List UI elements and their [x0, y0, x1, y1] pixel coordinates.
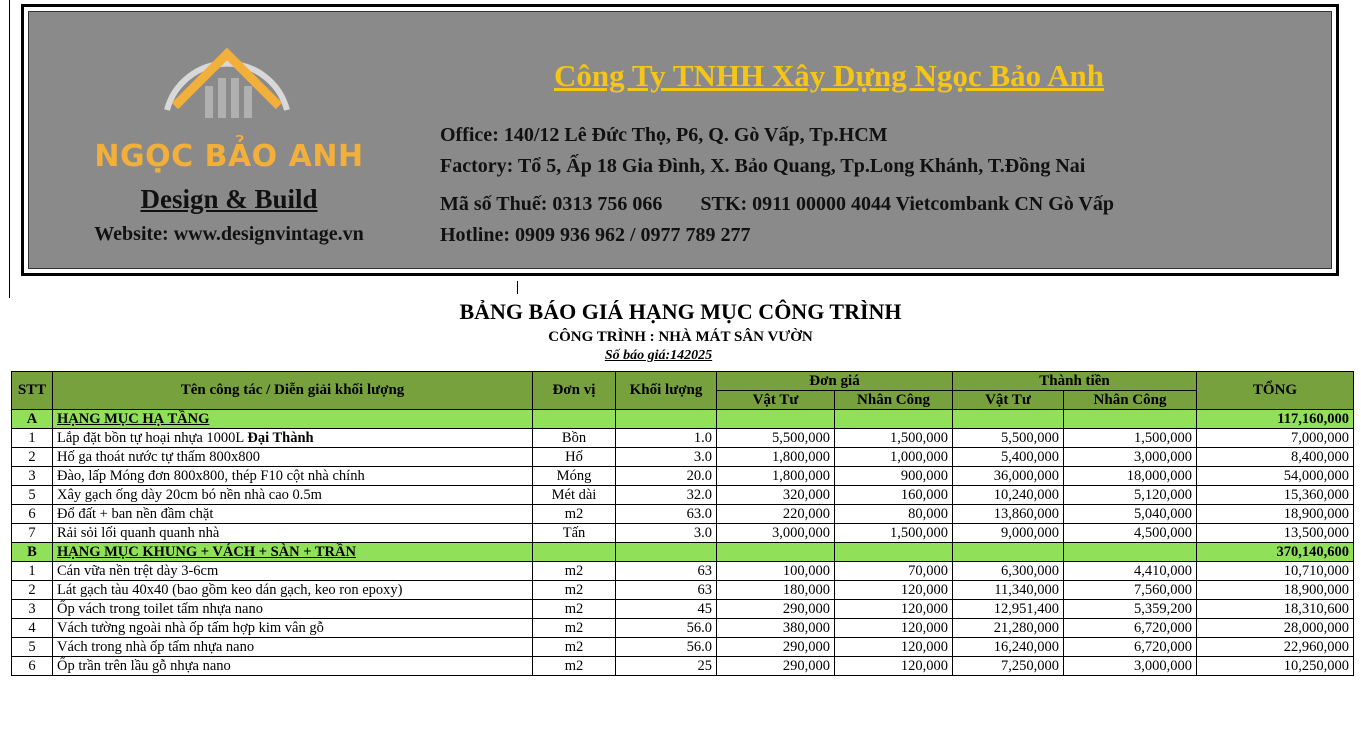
section-name: HẠNG MỤC HẠ TẦNG: [53, 410, 533, 429]
empty-cell: [533, 543, 616, 562]
section-total: 370,140,600: [1197, 543, 1354, 562]
bank-account: STK: 0911 00000 4044 Vietcombank CN Gò Vấp: [700, 193, 1114, 215]
col-unit: Đơn vị: [533, 372, 616, 410]
empty-cell: [717, 543, 835, 562]
section-row: [12, 410, 1354, 429]
row-unit: m2: [533, 638, 616, 657]
row-total: 18,900,000: [1197, 581, 1354, 600]
section-code: A: [12, 410, 53, 429]
row-unit: Tấn: [533, 524, 616, 543]
row-name-text: Lắp đặt bồn tự hoại nhựa 1000L: [57, 429, 248, 446]
row-qty: 63: [616, 562, 717, 581]
row-stt: 4: [12, 619, 53, 638]
row-labor-amount: 5,120,000: [1064, 486, 1197, 505]
col-qty: Khối lượng: [616, 372, 717, 410]
row-name-text: Vách trong nhà ốp tấm nhựa nano: [57, 638, 255, 655]
row-stt: 2: [12, 581, 53, 600]
table-body: [12, 410, 1354, 676]
row-labor-price: 900,000: [835, 467, 953, 486]
row-unit: m2: [533, 562, 616, 581]
table-row: [12, 600, 1354, 619]
row-total: 54,000,000: [1197, 467, 1354, 486]
table-row: [12, 486, 1354, 505]
row-labor-amount: 3,000,000: [1064, 657, 1197, 676]
row-total: 18,310,600: [1197, 600, 1354, 619]
section-row: [12, 543, 1354, 562]
hotline: Hotline: 0909 936 962 / 0977 789 277: [440, 224, 751, 246]
row-material-amount: 9,000,000: [953, 524, 1064, 543]
row-labor-price: 120,000: [835, 581, 953, 600]
row-total: 13,500,000: [1197, 524, 1354, 543]
row-qty: 32.0: [616, 486, 717, 505]
row-total: 10,710,000: [1197, 562, 1354, 581]
col-labor-amount: Nhân Công: [1064, 391, 1197, 410]
row-material-price: 380,000: [717, 619, 835, 638]
section-code: B: [12, 543, 53, 562]
col-unit-price: Đơn giá: [717, 372, 953, 391]
row-material-price: 3,000,000: [717, 524, 835, 543]
row-material-amount: 6,300,000: [953, 562, 1064, 581]
company-logo: [29, 12, 429, 272]
empty-cell: [953, 543, 1064, 562]
tax-bank-line: [440, 193, 1114, 216]
row-stt: 2: [12, 448, 53, 467]
row-name-text: Cán vữa nền trệt dày 3-6cm: [57, 562, 219, 579]
row-material-amount: 16,240,000: [953, 638, 1064, 657]
sheet-edge-line: [9, 0, 10, 298]
row-labor-price: 120,000: [835, 657, 953, 676]
row-material-amount: 21,280,000: [953, 619, 1064, 638]
empty-cell: [835, 543, 953, 562]
row-qty: 20.0: [616, 467, 717, 486]
row-unit: Mét dài: [533, 486, 616, 505]
row-total: 18,900,000: [1197, 505, 1354, 524]
empty-cell: [616, 410, 717, 429]
empty-cell: [533, 410, 616, 429]
section-total: 117,160,000: [1197, 410, 1354, 429]
empty-cell: [1064, 410, 1197, 429]
empty-cell: [953, 410, 1064, 429]
factory-address: Factory: Tổ 5, Ấp 18 Gia Đình, X. Bảo Quang, Tp.Long Khánh, T.Đồng Nai: [440, 155, 1086, 177]
row-name-bold: Đại Thành: [247, 429, 314, 446]
empty-cell: [835, 410, 953, 429]
row-qty: 3.0: [616, 448, 717, 467]
row-qty: 3.0: [616, 524, 717, 543]
row-unit: m2: [533, 657, 616, 676]
row-material-price: 290,000: [717, 638, 835, 657]
col-amount: Thành tiền: [953, 372, 1197, 391]
row-labor-price: 70,000: [835, 562, 953, 581]
row-name-text: Đổ đất + ban nền đầm chặt: [57, 505, 214, 522]
row-material-price: 290,000: [717, 657, 835, 676]
row-name: [53, 638, 533, 657]
row-material-amount: 7,250,000: [953, 657, 1064, 676]
row-material-amount: 5,500,000: [953, 429, 1064, 448]
row-labor-price: 1,500,000: [835, 429, 953, 448]
row-stt: 7: [12, 524, 53, 543]
website-text: Website: www.designvintage.vn: [94, 223, 364, 245]
col-material-amount: Vật Tư: [953, 391, 1064, 410]
banner-background: [28, 11, 1332, 269]
row-unit: Bồn: [533, 429, 616, 448]
empty-cell: [717, 410, 835, 429]
tax-code: Mã số Thuế: 0313 756 066: [440, 193, 663, 215]
project-name: CÔNG TRÌNH : NHÀ MÁT SÂN VƯỜN: [548, 329, 813, 345]
row-name-text: Hố ga thoát nước tự thấm 800x800: [57, 448, 260, 465]
row-total: 10,250,000: [1197, 657, 1354, 676]
row-material-amount: 36,000,000: [953, 467, 1064, 486]
row-name: [53, 600, 533, 619]
row-material-amount: 13,860,000: [953, 505, 1064, 524]
table-header-row: [12, 372, 1354, 391]
row-labor-price: 160,000: [835, 486, 953, 505]
brand-name: NGỌC BẢO ANH: [94, 139, 364, 174]
row-stt: 5: [12, 638, 53, 657]
text-cursor: [517, 281, 518, 294]
row-qty: 1.0: [616, 429, 717, 448]
row-material-amount: 12,951,400: [953, 600, 1064, 619]
row-total: 7,000,000: [1197, 429, 1354, 448]
empty-cell: [1064, 543, 1197, 562]
quote-table: [11, 371, 1354, 676]
row-name-text: Ốp vách trong toilet tấm nhựa nano: [57, 600, 263, 617]
row-stt: 1: [12, 562, 53, 581]
table-row: [12, 638, 1354, 657]
table-row: [12, 657, 1354, 676]
row-name-text: Lát gạch tàu 40x40 (bao gồm keo dán gạch, keo ron epoxy): [57, 581, 403, 598]
row-material-amount: 11,340,000: [953, 581, 1064, 600]
row-labor-amount: 7,560,000: [1064, 581, 1197, 600]
col-material-price: Vật Tư: [717, 391, 835, 410]
row-labor-price: 120,000: [835, 619, 953, 638]
row-name: [53, 429, 533, 448]
row-name: [53, 486, 533, 505]
row-material-price: 100,000: [717, 562, 835, 581]
table-row: [12, 524, 1354, 543]
row-name: [53, 448, 533, 467]
row-material-price: 5,500,000: [717, 429, 835, 448]
company-name: Công Ty TNHH Xây Dựng Ngọc Bảo Anh: [554, 58, 1105, 93]
row-stt: 1: [12, 429, 53, 448]
row-labor-price: 1,000,000: [835, 448, 953, 467]
row-labor-amount: 6,720,000: [1064, 638, 1197, 657]
col-name: Tên công tác / Diễn giải khối lượng: [53, 372, 533, 410]
row-material-price: 220,000: [717, 505, 835, 524]
row-unit: m2: [533, 600, 616, 619]
row-name: [53, 467, 533, 486]
row-material-price: 290,000: [717, 600, 835, 619]
row-name: [53, 524, 533, 543]
office-address: Office: 140/12 Lê Đức Thọ, P6, Q. Gò Vấp, Tp.HCM: [440, 124, 888, 146]
row-labor-amount: 3,000,000: [1064, 448, 1197, 467]
row-name: [53, 657, 533, 676]
row-material-price: 180,000: [717, 581, 835, 600]
row-total: 22,960,000: [1197, 638, 1354, 657]
brand-tagline: Design & Build: [140, 184, 318, 214]
table-row: [12, 619, 1354, 638]
row-stt: 6: [12, 657, 53, 676]
row-labor-price: 120,000: [835, 600, 953, 619]
row-name-text: Xây gạch ống dày 20cm bó nền nhà cao 0.5m: [57, 486, 322, 503]
table-row: [12, 448, 1354, 467]
col-labor-price: Nhân Công: [835, 391, 953, 410]
empty-cell: [616, 543, 717, 562]
row-stt: 3: [12, 600, 53, 619]
house-roof-icon: [147, 32, 307, 132]
row-stt: 5: [12, 486, 53, 505]
row-material-price: 1,800,000: [717, 467, 835, 486]
row-labor-amount: 6,720,000: [1064, 619, 1197, 638]
row-total: 15,360,000: [1197, 486, 1354, 505]
row-name: [53, 619, 533, 638]
row-unit: m2: [533, 581, 616, 600]
row-total: 28,000,000: [1197, 619, 1354, 638]
row-labor-price: 120,000: [835, 638, 953, 657]
row-labor-amount: 1,500,000: [1064, 429, 1197, 448]
company-banner: [21, 4, 1339, 276]
row-labor-amount: 4,410,000: [1064, 562, 1197, 581]
row-labor-amount: 5,359,200: [1064, 600, 1197, 619]
section-name: HẠNG MỤC KHUNG + VÁCH + SÀN + TRẦN: [53, 543, 533, 562]
row-labor-amount: 18,000,000: [1064, 467, 1197, 486]
row-material-amount: 5,400,000: [953, 448, 1064, 467]
col-stt: STT: [12, 372, 53, 410]
table-row: [12, 467, 1354, 486]
row-unit: Hố: [533, 448, 616, 467]
row-labor-amount: 5,040,000: [1064, 505, 1197, 524]
row-stt: 3: [12, 467, 53, 486]
row-name-text: Ốp trần trên lầu gỗ nhựa nano: [57, 657, 231, 674]
table-row: [12, 581, 1354, 600]
row-labor-price: 1,500,000: [835, 524, 953, 543]
row-name: [53, 581, 533, 600]
quote-number: Số báo giá:142025: [604, 348, 713, 363]
row-name: [53, 562, 533, 581]
row-qty: 56.0: [616, 619, 717, 638]
row-unit: Móng: [533, 467, 616, 486]
table-row: [12, 562, 1354, 581]
row-name-text: Đào, lấp Móng đơn 800x800, thép F10 cột nhà chính: [57, 467, 365, 484]
row-total: 8,400,000: [1197, 448, 1354, 467]
row-qty: 45: [616, 600, 717, 619]
page-title: BẢNG BÁO GIÁ HẠNG MỤC CÔNG TRÌNH: [459, 299, 902, 324]
row-labor-price: 80,000: [835, 505, 953, 524]
row-qty: 63.0: [616, 505, 717, 524]
row-qty: 63: [616, 581, 717, 600]
row-material-price: 1,800,000: [717, 448, 835, 467]
col-total: TỔNG: [1197, 372, 1354, 410]
table-row: [12, 505, 1354, 524]
row-material-price: 320,000: [717, 486, 835, 505]
row-name: [53, 505, 533, 524]
row-labor-amount: 4,500,000: [1064, 524, 1197, 543]
row-qty: 56.0: [616, 638, 717, 657]
row-unit: m2: [533, 619, 616, 638]
row-stt: 6: [12, 505, 53, 524]
table-row: [12, 429, 1354, 448]
row-qty: 25: [616, 657, 717, 676]
row-material-amount: 10,240,000: [953, 486, 1064, 505]
row-unit: m2: [533, 505, 616, 524]
row-name-text: Vách tường ngoài nhà ốp tấm hợp kim vân gỗ: [57, 619, 324, 636]
row-name-text: Rải sỏi lối quanh quanh nhà: [57, 524, 220, 541]
